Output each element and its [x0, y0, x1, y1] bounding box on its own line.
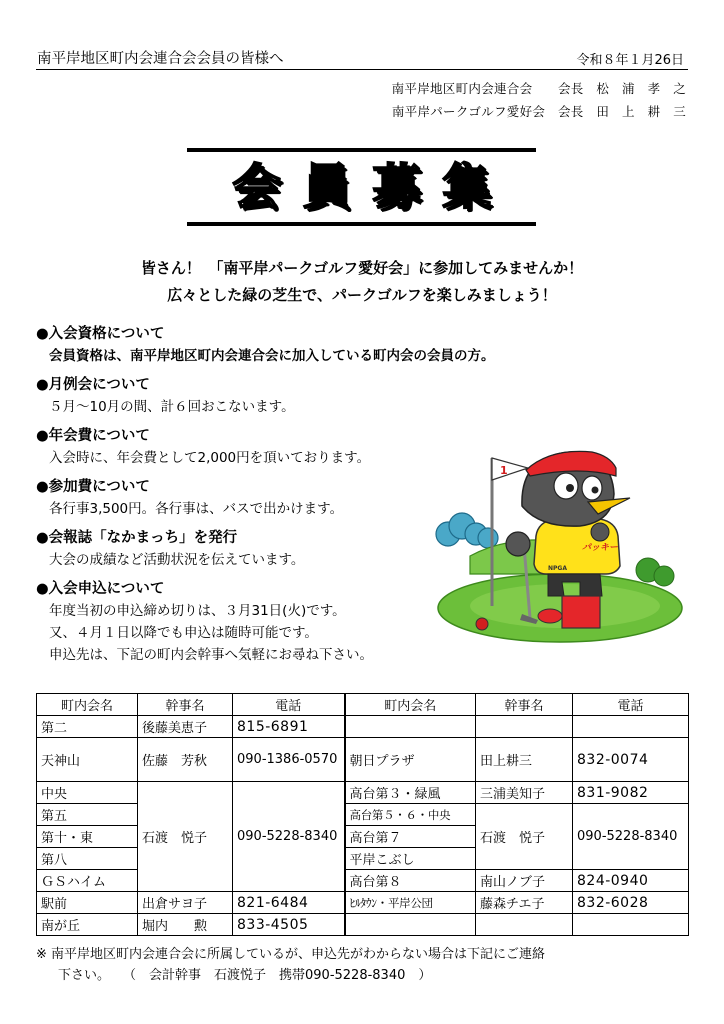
section-newsletter [36, 527, 476, 571]
title-banner [187, 148, 536, 226]
town-cell: 第十・東 [37, 826, 138, 848]
section-body: 申込先は、下記の町内会幹事へ気軽にお尋ね下さい。 [49, 647, 373, 663]
town-cell: 天神山 [37, 738, 138, 782]
manager-cell: 後藤美恵子 [138, 716, 233, 738]
manager-cell: 出倉サヨ子 [138, 892, 233, 914]
header-addressee: 南平岸地区町内会連合会会員の皆様へ [37, 51, 284, 67]
footnote-line-2: 下さい。 （ 会計幹事 石渡悦子 携帯090-5228-8340 ） [58, 968, 432, 983]
info-sections [36, 323, 495, 673]
column-header: 幹事名 [138, 694, 233, 716]
bush-icon [436, 513, 498, 548]
manager-cell: 石渡 悦子 [476, 804, 573, 870]
table-row [37, 892, 689, 914]
manager-cell: 三浦美知子 [476, 782, 573, 804]
section-heading: ●入会申込について [36, 581, 165, 597]
section-heading: ●入会資格について [36, 326, 165, 342]
town-cell: 朝日プラザ [345, 738, 476, 782]
section-body: 会員資格は、南平岸地区町内会連合会に加入している町内会の会員の方。 [49, 348, 495, 364]
manager-cell: 堀内 勲 [138, 914, 233, 936]
empty-cell [345, 716, 476, 738]
town-cell: 高台第８ [345, 870, 476, 892]
flag-number: 1 [500, 464, 508, 477]
sender-line-club: 南平岸パークゴルフ愛好会 会長 田 上 耕 三 [391, 104, 686, 119]
manager-cell: 藤森チエ子 [476, 892, 573, 914]
manager-cell: 石渡 悦子 [138, 782, 233, 892]
section-body: 各行事3,500円。各行事は、バスで出かけます。 [49, 501, 344, 517]
table-row [37, 716, 689, 738]
phone-cell: 831-9082 [573, 782, 689, 804]
town-cell: ＧＳハイム [37, 870, 138, 892]
phone-cell: 815-6891 [233, 716, 345, 738]
footnote [36, 944, 696, 986]
section-heading: ●参加費について [36, 479, 150, 495]
phone-cell: 090-1386-0570 [233, 738, 345, 782]
section-heading: ●年会費について [36, 428, 150, 444]
town-cell: 第五 [37, 804, 138, 826]
intro-line-1: 皆さん！ 「南平岸パークゴルフ愛好会」に参加してみませんか！ [140, 259, 584, 277]
golf-ball-icon [476, 618, 488, 630]
section-body: 年度当初の申込締め切りは、３月31日(火)です。 [49, 603, 346, 619]
phone-cell: 090-5228-8340 [573, 804, 689, 870]
phone-cell: 832-6028 [573, 892, 689, 914]
empty-cell [345, 914, 476, 936]
phone-cell: 832-0074 [573, 738, 689, 782]
column-header: 幹事名 [476, 694, 573, 716]
town-cell: 高台第５・６・中央 [345, 804, 476, 826]
section-heading: ●月例会について [36, 377, 150, 393]
column-header: 電話 [573, 694, 689, 716]
table-header-row [37, 694, 689, 716]
town-cell: 駅前 [37, 892, 138, 914]
town-cell: 第二 [37, 716, 138, 738]
mascot-golfer-illustration [430, 446, 695, 646]
section-eligibility [36, 323, 495, 367]
town-cell: 高台第３・緑風 [345, 782, 476, 804]
section-annual-fee [36, 425, 476, 469]
town-cell: 高台第７ [345, 826, 476, 848]
column-header: 町内会名 [37, 694, 138, 716]
shirt-badge-text: NPGA [548, 565, 567, 572]
section-application [36, 578, 476, 666]
contact-table-container [36, 693, 688, 936]
intro-line-2: 広々とした緑の芝生で、パークゴルフを楽しみましょう！ [167, 286, 557, 304]
contact-table [36, 693, 689, 936]
town-cell: 平岸こぶし [345, 848, 476, 870]
table-row [37, 870, 689, 892]
column-header: 町内会名 [345, 694, 476, 716]
header-date: 令和８年１月26日 [576, 53, 684, 68]
manager-cell: 佐藤 芳秋 [138, 738, 233, 782]
tree-icon [636, 558, 674, 586]
sender-line-federation: 南平岸地区町内会連合会 会長 松 浦 孝 之 [391, 81, 686, 96]
phone-cell: 824-0940 [573, 870, 689, 892]
phone-cell: 833-4505 [233, 914, 345, 936]
phone-cell: 821-6484 [233, 892, 345, 914]
empty-cell [573, 716, 689, 738]
town-cell: 南が丘 [37, 914, 138, 936]
town-cell: ﾋﾙﾀｳﾝ・平岸公団 [345, 892, 476, 914]
section-body: 又、４月１日以降でも申込は随時可能です。 [49, 625, 318, 641]
footnote-line-1: ※ 南平岸地区町内会連合会に所属しているが、申込先がわからない場合は下記にご連絡 [36, 947, 546, 962]
empty-cell [476, 914, 573, 936]
section-body: 入会時に、年会費として2,000円を頂いております。 [49, 450, 371, 466]
empty-cell [573, 914, 689, 936]
table-row [37, 782, 689, 804]
section-participation-fee [36, 476, 476, 520]
section-body: ５月～10月の間、計６回おこないます。 [49, 399, 295, 415]
table-row [37, 804, 689, 826]
phone-cell: 090-5228-8340 [233, 782, 345, 892]
table-row [37, 914, 689, 936]
shirt-text: パッキー [582, 543, 619, 553]
manager-cell: 南山ノブ子 [476, 870, 573, 892]
town-cell: 第八 [37, 848, 138, 870]
page-title: 会員募集 [232, 159, 513, 215]
manager-cell: 田上耕三 [476, 738, 573, 782]
empty-cell [476, 716, 573, 738]
section-heading: ●会報誌「なかまっち」を発行 [36, 530, 238, 546]
town-cell: 中央 [37, 782, 138, 804]
table-row [37, 738, 689, 782]
header-rule [36, 69, 688, 70]
section-monthly-meets [36, 374, 476, 418]
section-body: 大会の成績など活動状況を伝えています。 [49, 552, 305, 568]
column-header: 電話 [233, 694, 345, 716]
